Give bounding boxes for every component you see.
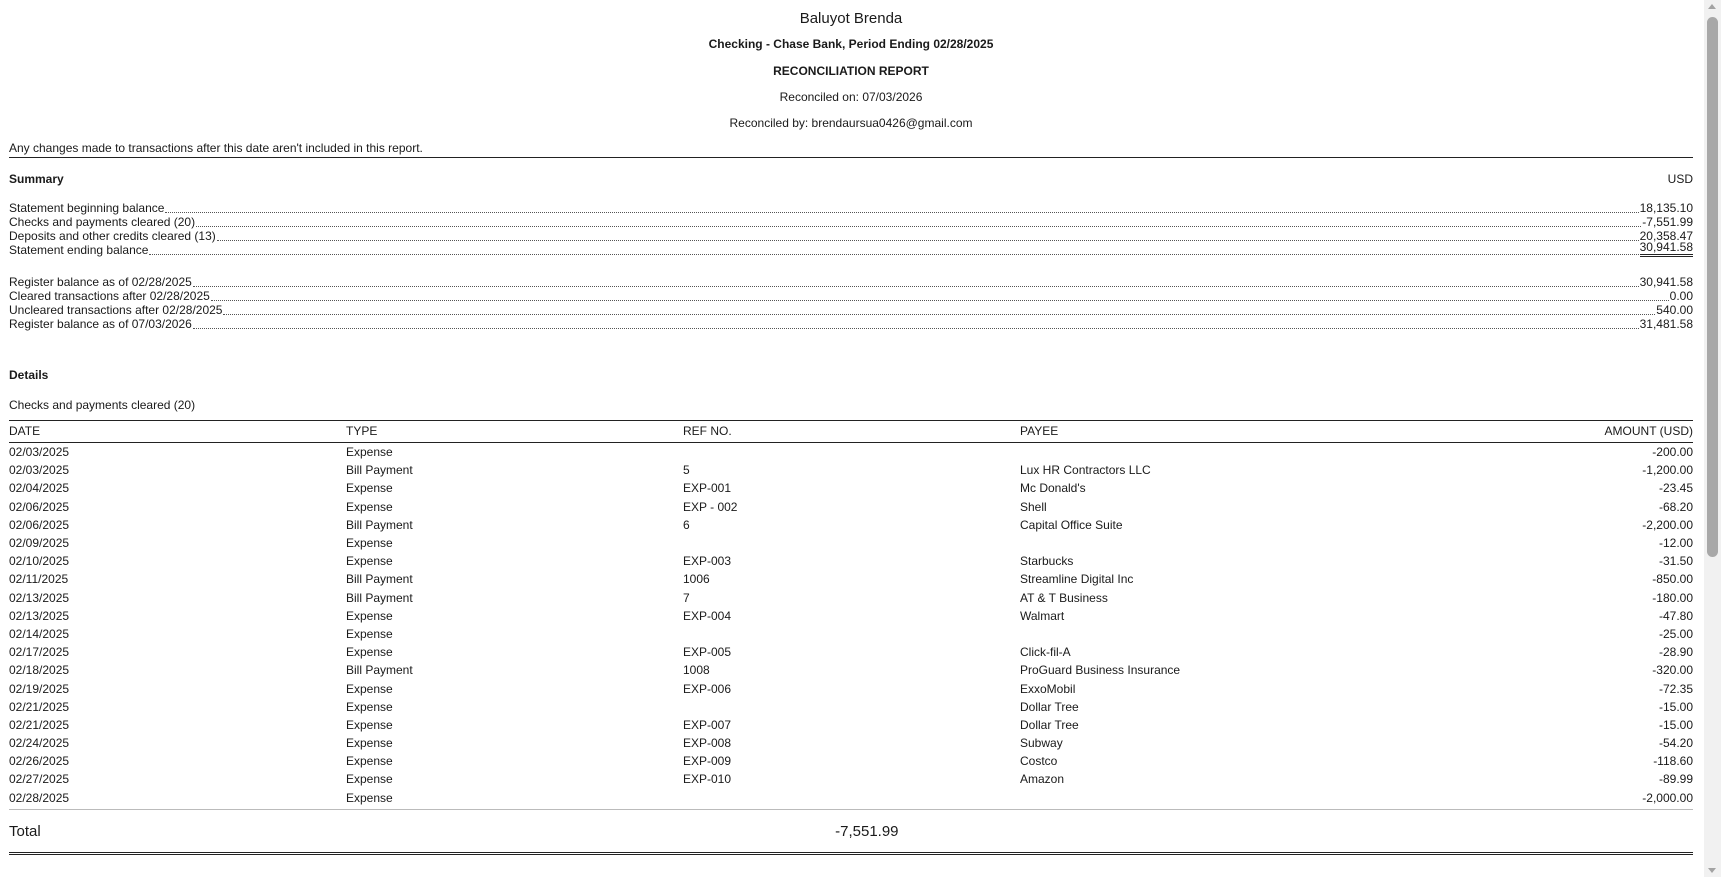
summary-row (9, 229, 1693, 243)
cell-payee: AT & T Business (1020, 590, 1108, 605)
cell-payee: Lux HR Contractors LLC (1020, 463, 1151, 478)
cell-amount: -2,000.00 (1642, 790, 1693, 805)
table-row[interactable] (9, 679, 1693, 697)
table-row[interactable] (9, 570, 1693, 588)
scroll-down-arrow-icon[interactable] (1708, 868, 1716, 873)
cell-ref: EXP-004 (683, 608, 732, 623)
table-row[interactable] (9, 589, 1693, 607)
summary-row-value: 0.00 (1669, 289, 1693, 303)
summary-row (9, 289, 1693, 303)
table-header-row (9, 421, 1693, 443)
table-row[interactable] (9, 789, 1693, 807)
cell-amount: -31.50 (1658, 554, 1693, 569)
dotted-leader (149, 253, 1638, 255)
cell-amount: -54.20 (1658, 736, 1693, 751)
summary-row (9, 303, 1693, 317)
cell-ref (683, 789, 1020, 807)
table-row[interactable] (9, 625, 1693, 643)
cell-payee: ExxoMobil (1020, 681, 1076, 696)
company-name: Baluyot Brenda (799, 10, 903, 27)
table-row[interactable] (9, 770, 1693, 788)
cell-ref: EXP-009 (683, 754, 732, 769)
cell-amount: -72.35 (1658, 681, 1693, 696)
cell-type: Expense (346, 554, 393, 569)
cell-ref: EXP-005 (683, 645, 732, 660)
cell-payee: Streamline Digital Inc (1020, 572, 1134, 587)
cell-ref (683, 443, 1020, 462)
cell-amount: -23.45 (1658, 481, 1693, 496)
summary-row (9, 275, 1693, 289)
cell-type: Expense (346, 772, 393, 787)
cell-payee: ProGuard Business Insurance (1020, 663, 1181, 678)
cell-date: 02/06/2025 (9, 499, 70, 514)
cell-date: 02/04/2025 (9, 481, 70, 496)
column-header-payee: PAYEE (1020, 421, 1357, 443)
summary-row (9, 317, 1693, 331)
cell-date: 02/03/2025 (9, 463, 70, 478)
cell-ref: 1006 (683, 572, 710, 587)
table-row[interactable] (9, 643, 1693, 661)
table-row[interactable] (9, 752, 1693, 770)
summary-row-value: 30,941.58 (1639, 275, 1693, 289)
cell-amount: -25.00 (1658, 626, 1693, 641)
table-row[interactable] (9, 716, 1693, 734)
cell-payee: Dollar Tree (1020, 699, 1079, 714)
table-row[interactable] (9, 607, 1693, 625)
table-row[interactable] (9, 534, 1693, 552)
cell-ref (683, 625, 1020, 643)
dotted-leader (193, 327, 1639, 329)
reconciled-on: Reconciled on: 07/03/2026 (779, 90, 923, 104)
cell-date: 02/14/2025 (9, 626, 70, 641)
cell-amount: -180.00 (1652, 590, 1693, 605)
details-table (9, 420, 1693, 807)
summary-row-label: Uncleared transactions after 02/28/2025 (9, 303, 223, 317)
cell-date: 02/28/2025 (9, 790, 70, 805)
summary-row-label: Register balance as of 02/28/2025 (9, 275, 192, 289)
cell-date: 02/06/2025 (9, 517, 70, 532)
cell-amount: -12.00 (1658, 536, 1693, 551)
cell-ref: 1008 (683, 663, 710, 678)
cell-amount: -15.00 (1658, 699, 1693, 714)
summary-row-value: 540.00 (1656, 303, 1693, 317)
cell-ref: EXP-007 (683, 717, 732, 732)
cell-type: Expense (346, 790, 393, 805)
cell-payee: Amazon (1020, 772, 1065, 787)
cell-payee: Capital Office Suite (1020, 517, 1123, 532)
dotted-leader (165, 211, 1638, 213)
table-row[interactable] (9, 443, 1693, 462)
dotted-leader (223, 313, 1655, 315)
details-section-title: Checks and payments cleared (20) (9, 398, 196, 412)
cell-ref: EXP-001 (683, 481, 732, 496)
cell-payee (1020, 443, 1357, 462)
table-row[interactable] (9, 498, 1693, 516)
cell-type: Bill Payment (346, 663, 413, 678)
vertical-scrollbar[interactable] (1704, 0, 1721, 877)
summary-row-value: 31,481.58 (1639, 317, 1693, 331)
summary-row-value: 18,135.10 (1639, 201, 1693, 215)
cell-amount: -89.99 (1658, 772, 1693, 787)
column-header-amount: AMOUNT (USD) (1357, 421, 1693, 443)
cell-amount: -200.00 (1652, 445, 1693, 460)
summary-row-value: -7,551.99 (1642, 215, 1693, 229)
cell-type: Expense (346, 481, 393, 496)
summary-row-label: Statement beginning balance (9, 201, 165, 215)
cell-payee: Shell (1020, 499, 1047, 514)
cell-date: 02/11/2025 (9, 572, 69, 587)
scrollbar-thumb[interactable] (1707, 17, 1718, 557)
cell-type: Expense (346, 754, 393, 769)
cell-ref (683, 698, 1020, 716)
cell-payee: Click-fil-A (1020, 645, 1071, 660)
table-row[interactable] (9, 734, 1693, 752)
cell-amount: -118.60 (1653, 754, 1693, 769)
summary-row-label: Cleared transactions after 02/28/2025 (9, 289, 210, 303)
summary-group-register (9, 275, 1693, 331)
cell-ref: 6 (683, 517, 690, 532)
summary-row-label: Register balance as of 07/03/2026 (9, 317, 192, 331)
reconciled-by: Reconciled by: brendaursua0426@gmail.com (729, 116, 973, 130)
summary-row (9, 201, 1693, 215)
table-row[interactable] (9, 661, 1693, 679)
cell-date: 02/13/2025 (9, 590, 70, 605)
cell-date: 02/13/2025 (9, 608, 70, 623)
summary-group-statement (9, 201, 1693, 257)
cell-ref: EXP - 002 (683, 499, 738, 514)
report-notice: Any changes made to transactions after this date aren't included in this report. (9, 140, 1693, 158)
summary-title: Summary (9, 172, 64, 186)
cell-type: Bill Payment (346, 463, 413, 478)
cell-type: Expense (346, 681, 393, 696)
cell-amount: -320.00 (1652, 663, 1693, 678)
table-row[interactable] (9, 698, 1693, 716)
column-header-type: TYPE (346, 421, 683, 443)
cell-type: Expense (346, 499, 393, 514)
cell-date: 02/26/2025 (9, 754, 70, 769)
summary-row (9, 215, 1693, 229)
cell-type: Bill Payment (346, 590, 413, 605)
cell-type: Expense (346, 445, 393, 460)
report-title: RECONCILIATION REPORT (773, 64, 929, 78)
cell-ref: EXP-003 (683, 554, 732, 569)
report-header (9, 8, 1693, 132)
summary-currency: USD (1667, 172, 1693, 186)
table-row[interactable] (9, 479, 1693, 497)
cell-type: Expense (346, 608, 393, 623)
cell-ref: 5 (683, 463, 690, 478)
cell-type: Bill Payment (346, 517, 413, 532)
cell-type: Expense (346, 699, 393, 714)
cell-amount: -15.00 (1658, 717, 1693, 732)
cell-amount: -2,200.00 (1642, 517, 1693, 532)
cell-date: 02/10/2025 (9, 554, 70, 569)
dotted-leader (211, 299, 1669, 301)
cell-amount: -68.20 (1658, 499, 1693, 514)
cell-amount: -1,200.00 (1642, 463, 1693, 478)
summary-row-label: Deposits and other credits cleared (13) (9, 229, 216, 243)
cell-amount: -28.90 (1658, 645, 1693, 660)
total-value: -7,551.99 (835, 822, 899, 840)
cell-date: 02/17/2025 (9, 645, 70, 660)
cell-payee: Costco (1020, 754, 1058, 769)
details-title: Details (9, 368, 49, 382)
summary-header (9, 171, 1693, 188)
summary-row-value: 30,941.58 (1640, 240, 1693, 257)
cell-payee: Starbucks (1020, 554, 1074, 569)
column-header-ref: REF NO. (683, 421, 1020, 443)
cell-date: 02/21/2025 (9, 717, 70, 732)
cell-amount: -47.80 (1658, 608, 1693, 623)
cell-date: 02/24/2025 (9, 736, 70, 751)
table-row[interactable] (9, 516, 1693, 534)
total-label: Total (9, 822, 41, 840)
dotted-leader (217, 239, 1639, 241)
cell-payee (1020, 625, 1357, 643)
reconciliation-report (9, 0, 1693, 855)
cell-type: Expense (346, 645, 393, 660)
cell-type: Expense (346, 736, 393, 751)
cell-date: 02/03/2025 (9, 445, 70, 460)
summary-row-value: 20,358.47 (1639, 229, 1693, 243)
cell-ref: EXP-006 (683, 681, 732, 696)
cell-payee: Walmart (1020, 608, 1065, 623)
cell-type: Expense (346, 626, 393, 641)
cell-type: Expense (346, 536, 393, 551)
cell-date: 02/27/2025 (9, 772, 70, 787)
cell-ref (683, 534, 1020, 552)
summary-row (9, 240, 1693, 257)
cell-date: 02/19/2025 (9, 681, 70, 696)
account-period: Checking - Chase Bank, Period Ending 02/28/2025 (708, 37, 994, 51)
cell-ref: 7 (683, 590, 690, 605)
dotted-leader (193, 285, 1639, 287)
cell-date: 02/09/2025 (9, 536, 70, 551)
column-header-date: DATE (9, 421, 346, 443)
cell-date: 02/18/2025 (9, 663, 70, 678)
cell-date: 02/21/2025 (9, 699, 70, 714)
cell-ref: EXP-010 (683, 772, 732, 787)
dotted-leader (196, 225, 1641, 227)
cell-payee: Subway (1020, 736, 1063, 751)
summary-row-label: Checks and payments cleared (20) (9, 215, 196, 229)
cell-amount: -850.00 (1652, 572, 1693, 587)
cell-payee: Dollar Tree (1020, 717, 1079, 732)
table-row[interactable] (9, 552, 1693, 570)
summary-row-label: Statement ending balance (9, 243, 149, 257)
cell-payee: Mc Donald's (1020, 481, 1086, 496)
cell-payee (1020, 534, 1357, 552)
table-row[interactable] (9, 461, 1693, 479)
scroll-up-arrow-icon[interactable] (1708, 4, 1716, 9)
total-row (9, 809, 1693, 854)
cell-type: Expense (346, 717, 393, 732)
cell-ref: EXP-008 (683, 736, 732, 751)
cell-payee (1020, 789, 1357, 807)
cell-type: Bill Payment (346, 572, 413, 587)
